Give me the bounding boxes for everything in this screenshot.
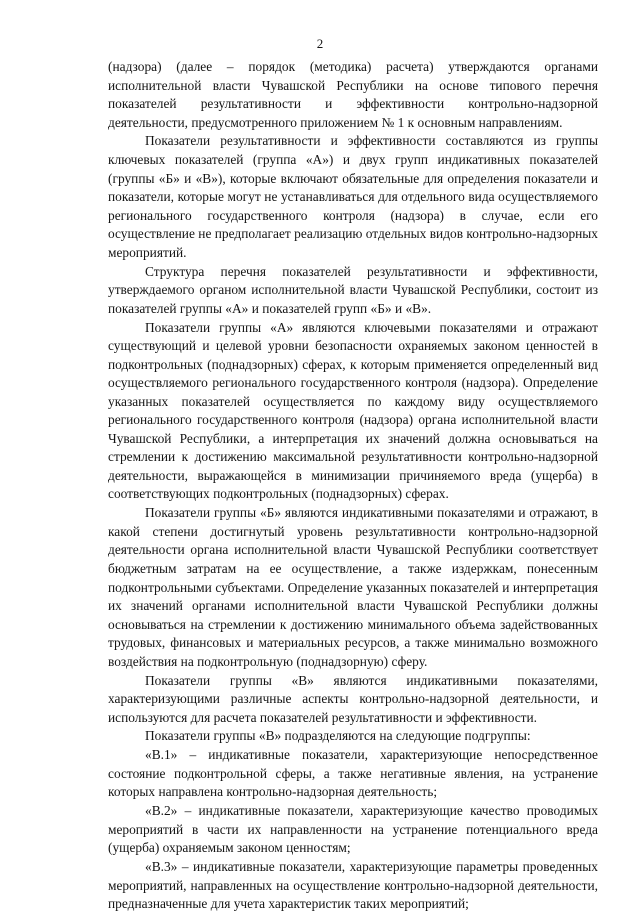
paragraph: Показатели результативности и эффективности составляются из группы ключевых показателей (группа «А») и двух групп индикативных показателей (группы «Б» и «В»), которые включают обязательные для определения показатели и показатели, которые могут не устанавливаться для отдельного вида осуществляемого регионального государственного контроля (надзора) в случае, если его осуществление не предполагает реализацию отдельных видов контрольно-надзорных мероприятий. xyxy=(108,133,598,260)
page-number: 2 xyxy=(316,36,324,51)
paragraph: Показатели группы «Б» являются индикативными показателями и отражают, в какой степени достигнутый уровень результативности контрольно-надзорной деятельности органа исполнительной власти Чувашской Республики соответствует бюджетным затратам на ее осуществление, а также издержкам, понесенным подконтрольными субъектами. Определение указанных показателей и интерпретация их значений органами исполнительной власти Чувашской Республики должны основываться на стремлении к достижению минимального объема задействованных трудовых, финансовых и материальных ресурсов, а также минимально возможного воздействия на подконтрольную (поднадзорную) сферу. xyxy=(108,505,598,669)
list-item: «В.2» – индикативные показатели, характеризующие качество проводимых мероприятий в части их направленности на устранение потенциального вреда (ущерба) охраняемым законом ценностям; xyxy=(108,803,598,856)
list-item: «В.3» – индикативные показатели, характеризующие параметры проведенных мероприятий, направленных на осуществление контрольно-надзорной деятельности, предназначенные для учета характеристик таких мероприятий; xyxy=(108,859,598,912)
paragraph: Показатели группы «В» являются индикативными показателями, характеризующими различные аспекты контрольно-надзорной деятельности, и используются для расчета показателей результативности и эффективности. xyxy=(108,672,598,725)
list-item: «В.1» – индикативные показатели, характеризующие непосредственное состояние подконтрольной сферы, а также негативные явления, на устранение которых направлена контрольно-надзорная деятельность; xyxy=(108,747,598,800)
paragraph: Показатели группы «В» подразделяются на следующие подгруппы: xyxy=(145,728,531,744)
paragraph: Структура перечня показателей результативности и эффективности, утверждаемого органом исполнительной власти Чувашской Республики, состоит из показателей группы «А» и показателей групп «Б» и «В». xyxy=(108,263,598,316)
document-body xyxy=(108,58,598,914)
paragraph: Показатели группы «А» являются ключевыми показателями и отражают существующий и целевой уровни безопасности охраняемых законом ценностей в подконтрольных (поднадзорных) сферах, к которым применяется определенный вид осуществляемого регионального государственного контроля (надзора). Определение указанных показателей осуществляется по каждому виду осуществляемого регионального государственного контроля (надзора) органа исполнительной власти Чувашской Республики, а интерпретация их значений должна основываться на стремлении к достижению максимальной результативности контрольно-надзорной деятельности, выражающейся в минимизации причиняемого вреда (ущерба) в соответствующих подконтрольных (поднадзорных) сферах. xyxy=(108,319,598,502)
paragraph: (надзора) (далее – порядок (методика) расчета) утверждаются органами исполнительной власти Чувашской Республики на основе типового перечня показателей результативности и эффективности контрольно-надзорной деятельности, предусмотренного приложением № 1 к основным направлениям. xyxy=(108,59,598,130)
